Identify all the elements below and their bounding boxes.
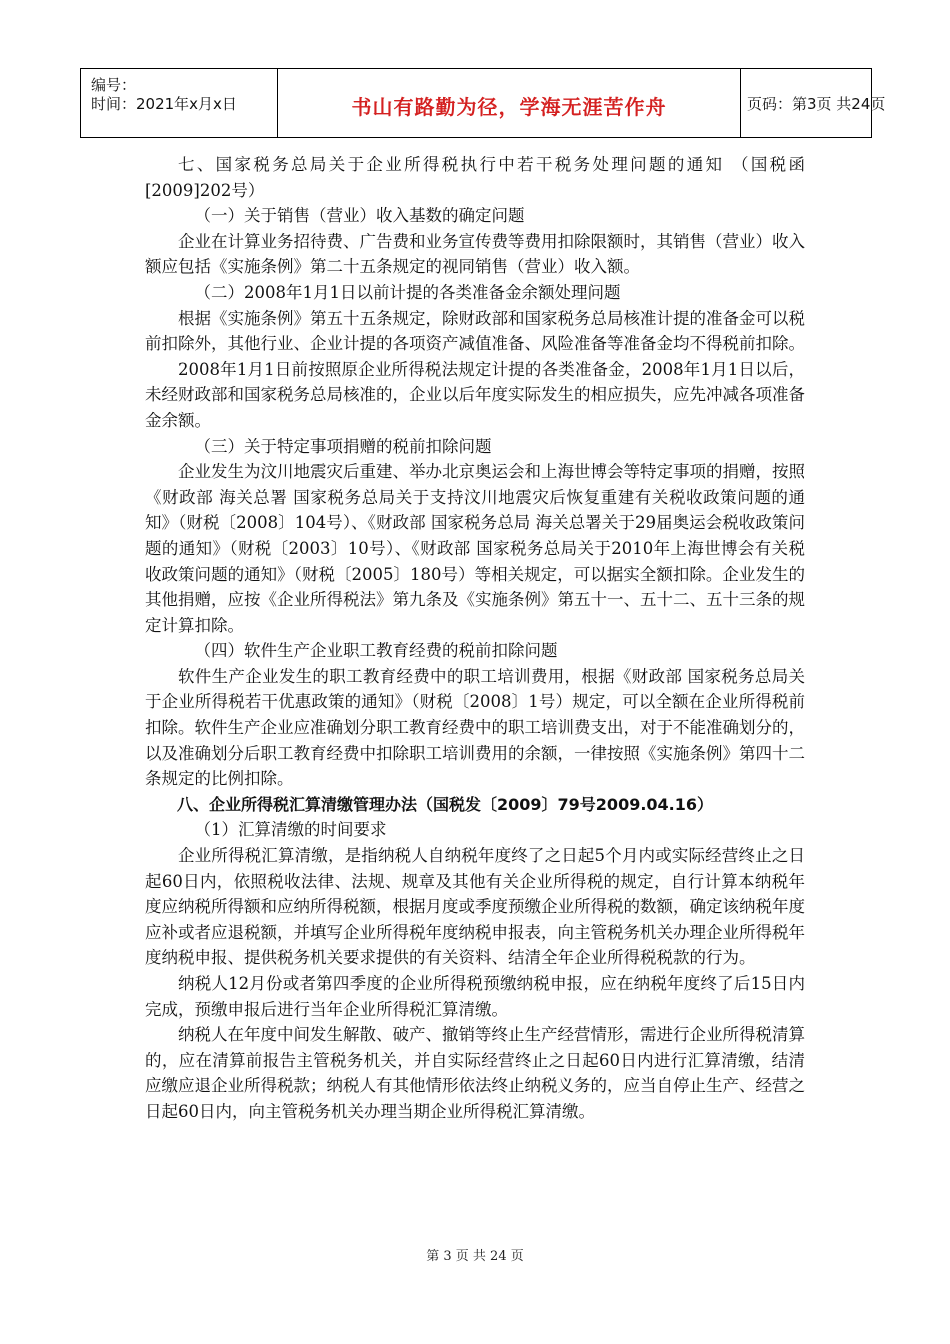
document-time-label: 时间：2021年x月x日 bbox=[91, 95, 237, 113]
paragraph: 根据《实施条例》第五十五条规定，除财政部和国家税务总局核准计提的准备金可以税前扣除外，其他行业、企业计提的各项资产减值准备、风险准备等准备金均不得税前扣除。 bbox=[145, 308, 805, 354]
paragraph: 企业发生为汶川地震灾后重建、举办北京奥运会和上海世博会等特定事项的捐赠，按照《财政部 海关总署 国家税务总局关于支持汶川地震灾后恢复重建有关税收政策问题的通知》（财税〔2008〕104号）、《财政部 国家税务总局 海关总署关于29届奥运会税收政策问题的通知》（财税〔2003〕10号）、《财政部 国家税务总局关于2010年上海世博会有关税收政策问题的通知》（财税〔2005〕180号）等相关规定，可以据实全额扣除。企业发生的其他捐赠，应按《企业所得税法》第九条及《实施条例》第五十一、五十二、五十三条的规定计算扣除。 bbox=[145, 462, 805, 635]
paragraph: 八、企业所得税汇算清缴管理办法（国税发〔2009〕79号2009.04.16） bbox=[177, 794, 714, 814]
paragraph: （一）关于销售（营业）收入基数的确定问题 bbox=[194, 206, 525, 226]
header-motto-cell bbox=[278, 69, 741, 137]
document-body bbox=[145, 152, 805, 1125]
paragraph: 七、国家税务总局关于企业所得税执行中若干税务处理问题的通知 （国税函[2009]202号） bbox=[145, 155, 805, 200]
paragraph: 纳税人12月份或者第四季度的企业所得税预缴纳税申报，应在纳税年度终了后15日内完成，预缴申报后进行当年企业所得税汇算清缴。 bbox=[145, 974, 805, 1019]
paragraph: 软件生产企业发生的职工教育经费中的职工培训费用，根据《财政部 国家税务总局关于企业所得税若干优惠政策的通知》（财税〔2008〕1号）规定，可以全额在企业所得税前扣除。软件生产企业应准确划分职工教育经费中的职工培训费支出，对于不能准确划分的，以及准确划分后职工教育经费中扣除职工培训费用的余额，一律按照《实施条例》第四十二条规定的比例扣除。 bbox=[145, 666, 805, 789]
paragraph: 2008年1月1日前按照原企业所得税法规定计提的各类准备金，2008年1月1日以后，未经财政部和国家税务总局核准的，企业以后年度实际发生的相应损失，应先冲减各项准备金余额。 bbox=[145, 359, 805, 430]
header-info-cell bbox=[81, 69, 278, 137]
paragraph: （四）软件生产企业职工教育经费的税前扣除问题 bbox=[194, 641, 558, 661]
paragraph: （三）关于特定事项捐赠的税前扣除问题 bbox=[194, 436, 492, 456]
paragraph: 企业所得税汇算清缴，是指纳税人自纳税年度终了之日起5个月内或实际经营终止之日起60日内，依照税收法律、法规、规章及其他有关企业所得税的规定，自行计算本纳税年度应纳税所得额和应纳所得税额，根据月度或季度预缴企业所得税的数额，确定该纳税年度应补或者应退税额，并填写企业所得税年度纳税申报表，向主管税务机关办理企业所得税年度纳税申报、提供税务机关要求提供的有关资料、结清全年企业所得税税款的行为。 bbox=[145, 846, 805, 968]
page-footer: 第 3 页 共 24 页 bbox=[426, 1249, 524, 1264]
document-number-label: 编号： bbox=[91, 76, 137, 94]
page-header-table bbox=[80, 68, 886, 138]
paragraph: 纳税人在年度中间发生解散、破产、撤销等终止生产经营情形，需进行企业所得税清算的，应在清算前报告主管税务机关，并自实际经营终止之日起60日内进行汇算清缴，结清应缴应退企业所得税款；纳税人有其他情形依法终止纳税义务的，应当自停止生产、经营之日起60日内，向主管税务机关办理当期企业所得税汇算清缴。 bbox=[145, 1025, 805, 1121]
paragraph: 企业在计算业务招待费、广告费和业务宣传费等费用扣除限额时，其销售（营业）收入额应包括《实施条例》第二十五条规定的视同销售（营业）收入额。 bbox=[145, 231, 805, 277]
paragraph: （二）2008年1月1日以前计提的各类准备金余额处理问题 bbox=[194, 282, 621, 302]
header-page-cell bbox=[741, 69, 886, 137]
header-page-number: 页码：第3页 共24页 bbox=[747, 95, 886, 113]
header-motto: 书山有路勤为径，学海无涯苦作舟 bbox=[351, 95, 667, 119]
paragraph: （1）汇算清缴的时间要求 bbox=[194, 820, 387, 840]
